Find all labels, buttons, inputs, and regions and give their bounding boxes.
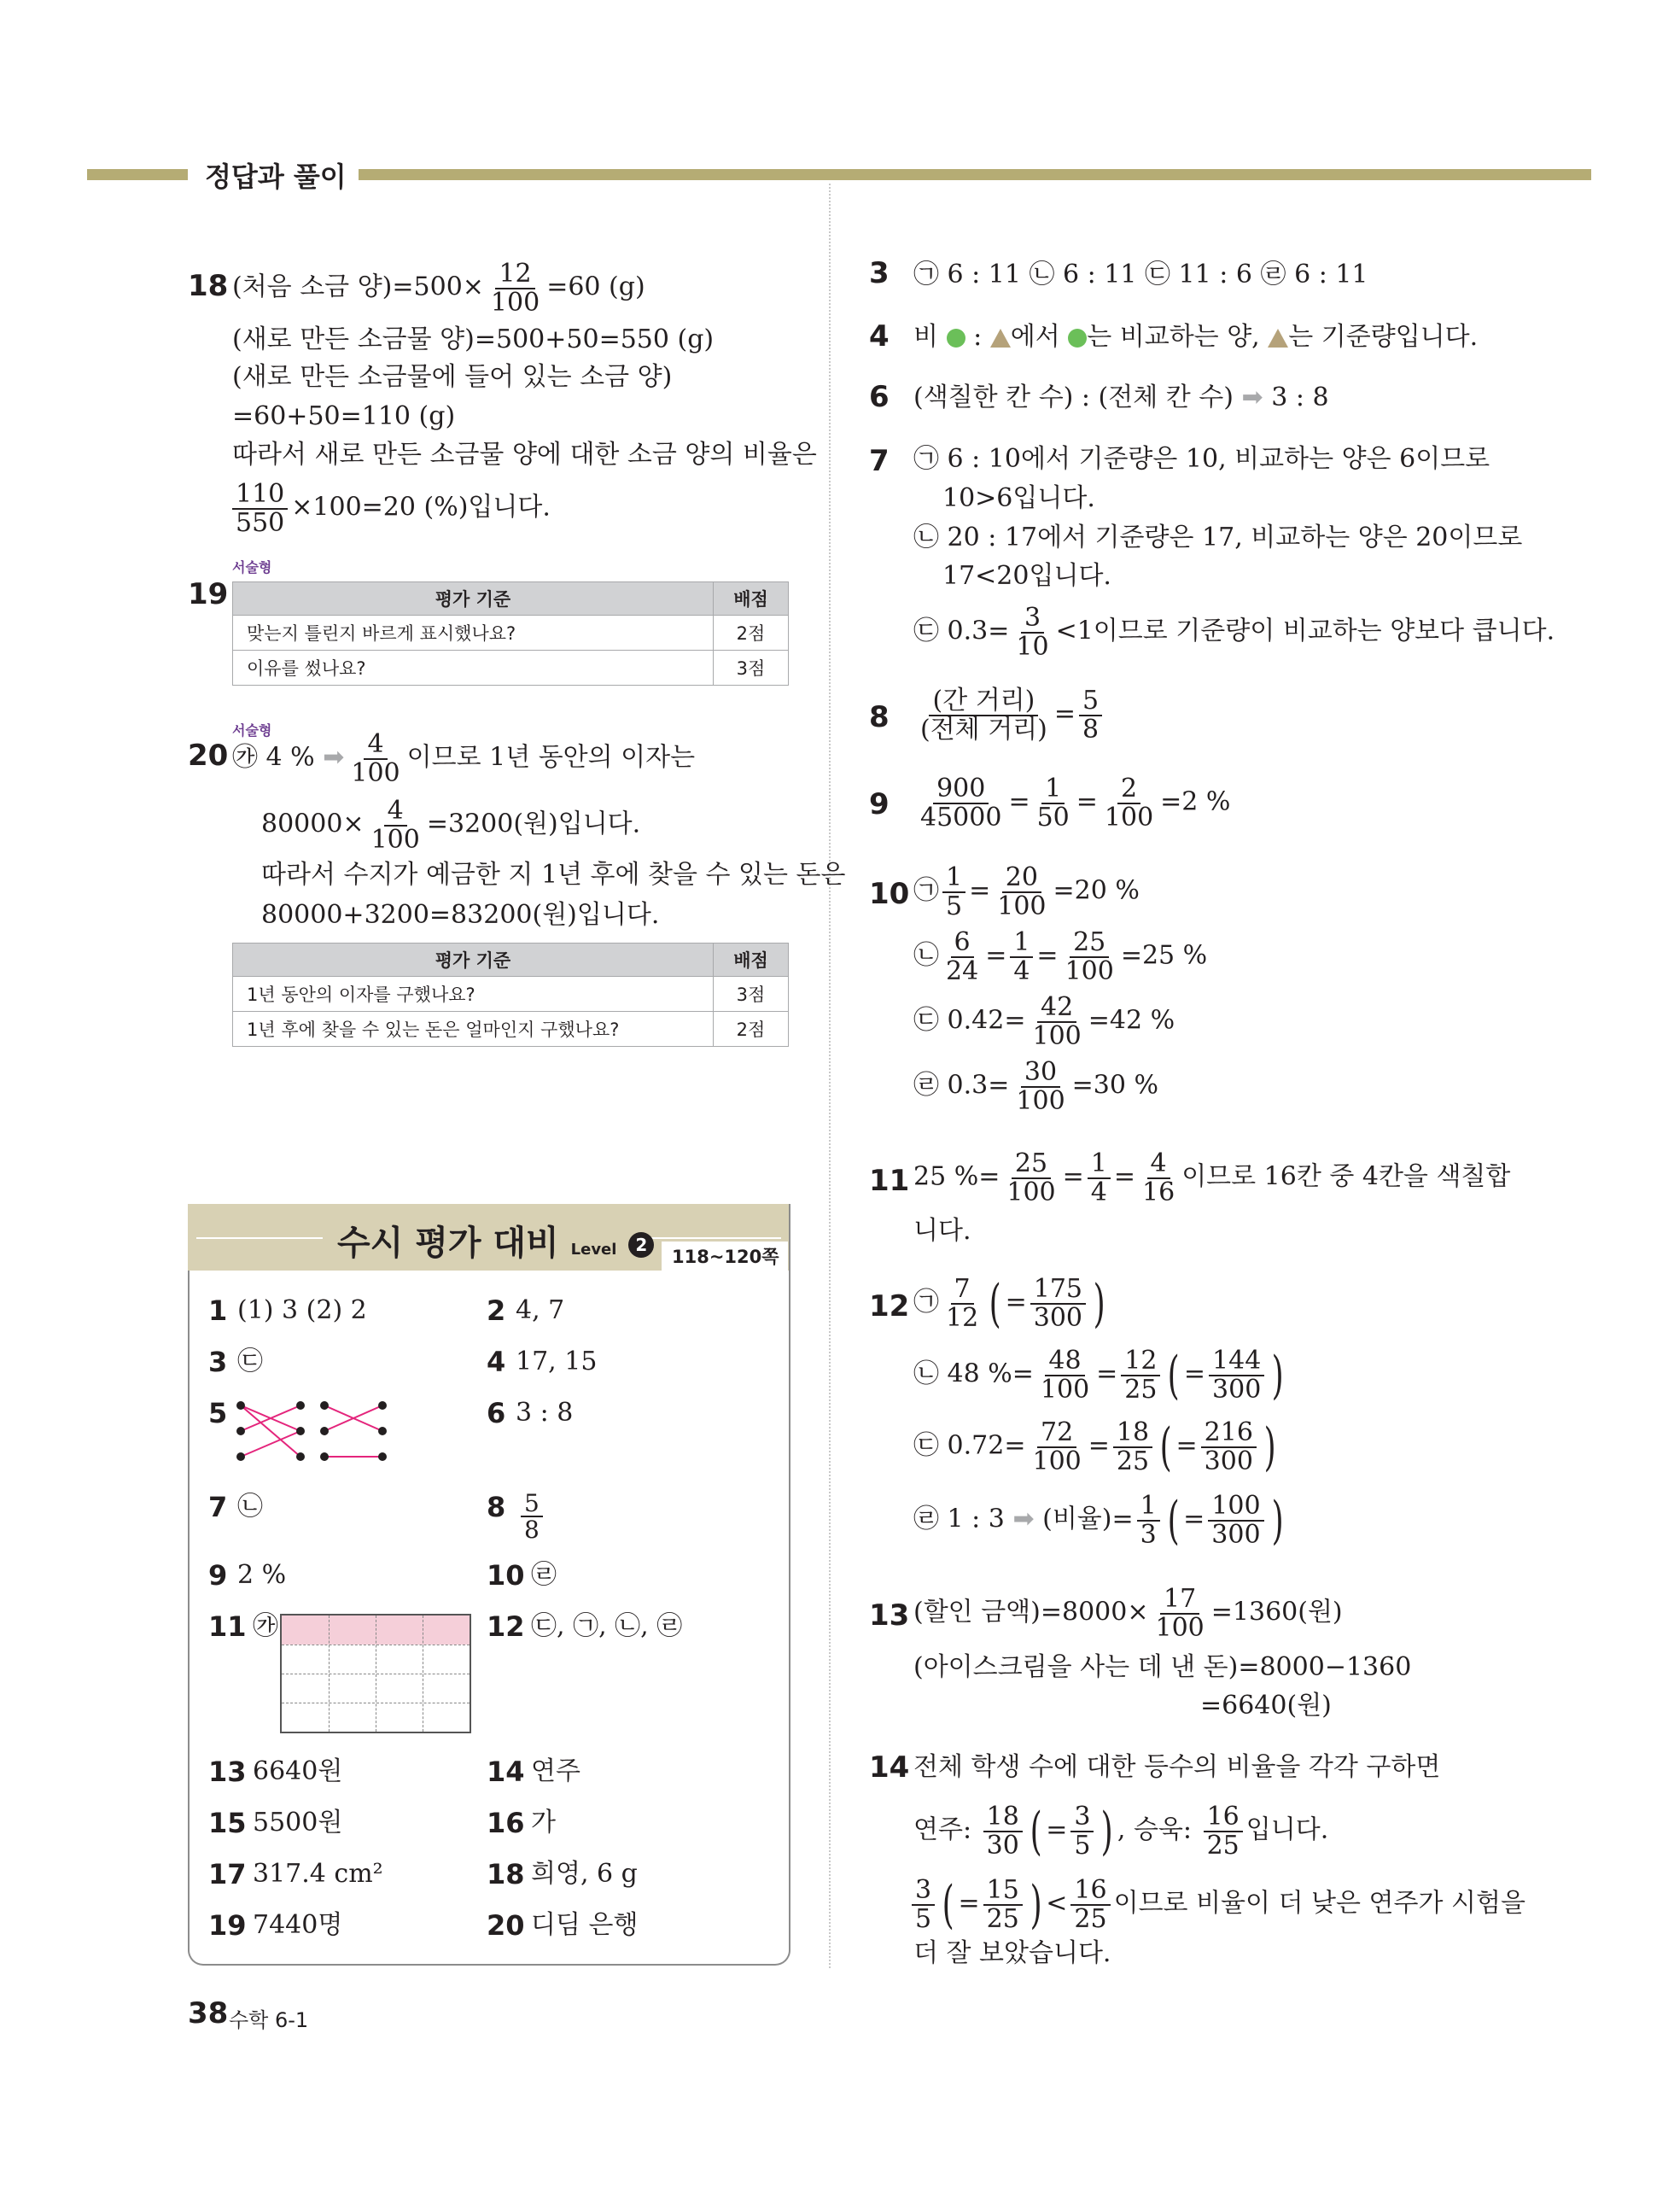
level-item-number: 13	[208, 1756, 247, 1788]
r-q14-line2: 연주: $\frac{18}{30}$ ( = $\frac{3}{5}$ ) , 승욱: $\frac{16}{25}$ 입니다.	[913, 1801, 1329, 1861]
r-q12-d: ㉣ 1 : 3 ➡ (비율)= $\frac{1}{3}$ ( = $\frac{100}{300}$ )	[913, 1490, 1284, 1551]
item5-matching-diagram	[230, 1392, 401, 1469]
r-q10-number: 10	[869, 877, 910, 911]
level-item-number: 14	[487, 1756, 525, 1788]
r-q12-c: ㉢ 0.72= $\frac{72}{100}$ = $\frac{18}{25}$ ( = $\frac{216}{300}$ )	[913, 1417, 1276, 1477]
triangle-icon	[1268, 329, 1288, 348]
r-q14-line1: 전체 학생 수에 대한 등수의 비율을 각각 구하면	[913, 1752, 1441, 1782]
r-q11-number: 11	[869, 1164, 910, 1198]
level-item-number: 16	[487, 1807, 525, 1839]
q20-number: 20	[188, 739, 229, 773]
q18-line1: (처음 소금 양)=500× $\frac{12}{100}$ =60 (g)	[232, 259, 645, 318]
score-cell: 2점	[714, 1012, 789, 1047]
r-q12-number: 12	[869, 1289, 910, 1323]
score-cell: 3점	[714, 651, 789, 686]
level-item-answer: 4, 7	[516, 1295, 565, 1325]
level-item-number: 6	[487, 1397, 506, 1429]
q19-number: 19	[188, 577, 229, 611]
item8-fraction: $\frac{5}{8}$	[517, 1491, 546, 1543]
r-q10-a: ㉠ $\frac{1}{5}$ = $\frac{20}{100}$ =20 %	[913, 862, 1140, 921]
level-item-number: 5	[208, 1397, 228, 1429]
r-q14-line3: $\frac{3}{5}$ ( = $\frac{15}{25}$ ) < $\frac{16}{25}$ 이므로 비율이 더 낮은 연주가 시험을	[908, 1877, 1525, 1932]
q20-line1: ㉮ 4 % ➡ $\frac{4}{100}$ 이므로 1년 동안의 이자는	[232, 729, 696, 788]
q18-line4: =60+50=110 (g)	[232, 401, 456, 431]
score-cell: 3점	[714, 977, 789, 1012]
level-item-number: 7	[208, 1491, 228, 1523]
r-q8-number: 8	[869, 700, 890, 734]
level-item-answer: 317.4 cm²	[253, 1859, 383, 1889]
criteria-cell: 1년 후에 찾을 수 있는 돈은 얼마인지 구했나요?	[233, 1012, 714, 1047]
table-row	[233, 1012, 789, 1047]
arrow-icon: ➡	[1241, 383, 1263, 412]
r-q4-number: 4	[869, 319, 890, 353]
r-q12-a: ㉠ $\frac{7}{12}$ ( = $\frac{175}{300}$ )	[913, 1273, 1105, 1334]
criteria-cell: 1년 동안의 이자를 구했나요?	[233, 977, 714, 1012]
r-q6-number: 6	[869, 380, 890, 414]
level-item-answer: 가	[531, 1808, 556, 1838]
q20-line3: 따라서 수지가 예금한 지 1년 후에 찾을 수 있는 돈은	[261, 860, 846, 890]
level-box-title: 수시 평가 대비 Level 2	[337, 1216, 654, 1265]
q19-tag: 서술형	[232, 559, 272, 576]
level-item-answer: ㉢, ㉠, ㉡, ㉣	[531, 1611, 683, 1641]
arrow-icon: ➡	[323, 742, 345, 773]
q18-line2: (새로 만든 소금물 양)=500+50=550 (g)	[232, 324, 715, 354]
level-item-number: 12	[487, 1610, 525, 1643]
r-q13-number: 13	[869, 1598, 910, 1633]
r-q3-text: ㉠ 6 : 11 ㉡ 6 : 11 ㉢ 11 : 6 ㉣ 6 : 11	[913, 260, 1368, 289]
q20-line2: 80000× $\frac{4}{100}$ =3200(원)입니다.	[261, 796, 641, 855]
level-item-number: 9	[208, 1559, 228, 1592]
level-item-answer: ㉢	[237, 1347, 263, 1376]
criteria-cell: 맞는지 틀린지 바르게 표시했나요?	[233, 616, 714, 651]
score-cell: 2점	[714, 616, 789, 651]
arrow-icon: ➡	[1012, 1504, 1035, 1534]
match-line	[241, 1405, 300, 1457]
q20-line4: 80000+3200=83200(원)입니다.	[261, 900, 660, 930]
level-item-number: 10	[487, 1559, 525, 1592]
page-number: 38	[188, 1996, 229, 2030]
page-header-title: 정답과 풀이	[205, 161, 347, 193]
match-line	[241, 1431, 300, 1457]
r-q8-text: $\frac{\text{(간 거리)}}{\text{(전체 거리)}}$ = $\frac{5}{8}$	[913, 687, 1105, 743]
r-q10-c: ㉢ 0.42= $\frac{42}{100}$ =42 %	[913, 992, 1175, 1051]
r-q12-b: ㉡ 48 %= $\frac{48}{100}$ = $\frac{12}{25}$ ( = $\frac{144}{300}$ )	[913, 1345, 1285, 1405]
level-item-answer: 연주	[531, 1756, 580, 1786]
header-bar-right	[359, 169, 1591, 180]
q18-line3: (새로 만든 소금물에 들어 있는 소금 양)	[232, 362, 673, 392]
q18-number: 18	[188, 269, 229, 303]
r-q7-line3: ㉡ 20 : 17에서 기준량은 17, 비교하는 양은 20이므로	[913, 523, 1523, 552]
table-row	[233, 651, 789, 686]
level-item-answer: 5500원	[253, 1808, 343, 1838]
r-q6-text: (색칠한 칸 수) : (전체 칸 수) ➡ 3 : 8	[913, 383, 1329, 412]
level-item-answer: 7440명	[253, 1910, 343, 1940]
r-q13-line1: (할인 금액)=8000× $\frac{17}{100}$ =1360(원)	[913, 1584, 1343, 1643]
level-item-number: 19	[208, 1909, 247, 1942]
r-q4-text: 비 : 에서 는 비교하는 양, 는 기준량입니다.	[913, 322, 1479, 352]
column-divider	[829, 184, 831, 1968]
triangle-icon	[990, 329, 1011, 348]
level-item-number: 11	[208, 1610, 247, 1643]
q19-head-criteria: 평가 기준	[233, 582, 714, 616]
q19-head-score: 배점	[714, 582, 789, 616]
r-q3-number: 3	[869, 256, 890, 290]
level-item-number: 15	[208, 1807, 247, 1839]
r-q7-line4: 17<20입니다.	[942, 561, 1111, 591]
level-item-answer: (1) 3 (2) 2	[237, 1295, 367, 1325]
r-q14-number: 14	[869, 1750, 910, 1785]
green-circle-icon	[1068, 329, 1087, 348]
level-item-answer: 17, 15	[516, 1347, 598, 1376]
r-q11-line2: 니다.	[913, 1216, 971, 1246]
q20-tag: 서술형	[232, 722, 272, 739]
q18-line5: 따라서 새로 만든 소금물 양에 대한 소금 양의 비율은	[232, 440, 817, 470]
q20-head-score: 배점	[714, 944, 789, 977]
level-item-number: 2	[487, 1294, 506, 1327]
r-q7-line2: 10>6입니다.	[942, 483, 1095, 513]
level-item-number: 3	[208, 1346, 228, 1378]
level-item-answer: ㉡	[237, 1492, 263, 1522]
r-q11-line1: 25 %= $\frac{25}{100}$ = $\frac{1}{4}$ = $\frac{4}{16}$ 이므로 16칸 중 4칸을 색칠합	[913, 1148, 1511, 1207]
q20-criteria-table	[232, 943, 789, 1047]
q20-head-criteria: 평가 기준	[233, 944, 714, 977]
q18-line6: $\frac{110}{550}$ ×100=20 (%)입니다.	[229, 481, 551, 536]
r-q13-line3: =6640(원)	[1200, 1691, 1332, 1721]
book-title: 수학 6-1	[229, 2008, 309, 2032]
level-item-answer: ㉣	[531, 1560, 557, 1590]
header-bar-left	[87, 169, 188, 180]
table-row	[233, 977, 789, 1012]
level-item-number: 4	[487, 1346, 506, 1378]
level-box-pages: 118~120쪽	[672, 1247, 779, 1267]
level-item-number: 8	[487, 1491, 506, 1523]
level-number-badge: 2	[628, 1232, 654, 1258]
green-circle-icon	[947, 329, 965, 348]
r-q7-number: 7	[869, 444, 890, 478]
r-q10-b: ㉡ $\frac{6}{24}$ = $\frac{1}{4}$ = $\frac{25}{100}$ =25 %	[913, 927, 1208, 986]
level-item-answer: 6640원	[253, 1756, 343, 1786]
r-q14-line4: 더 잘 보았습니다.	[913, 1938, 1111, 1968]
level-item-number: 18	[487, 1858, 525, 1890]
r-q13-line2: (아이스크림을 사는 데 낸 돈)=8000−1360	[913, 1652, 1412, 1682]
r-q9-number: 9	[869, 787, 890, 821]
level-item-number: 1	[208, 1294, 228, 1327]
level-item-answer: 디딤 은행	[531, 1910, 639, 1940]
table-row	[233, 616, 789, 651]
level-item-answer: 희영, 6 g	[531, 1859, 638, 1889]
level-item-answer: ㉮	[253, 1611, 278, 1641]
item11-grid	[280, 1614, 471, 1733]
level-item-number: 20	[487, 1909, 525, 1942]
r-q7-line5: ㉢ 0.3= $\frac{3}{10}$ <1이므로 기준량이 비교하는 양보다 큽니다.	[913, 603, 1555, 662]
level-item-number: 17	[208, 1858, 247, 1890]
criteria-cell: 이유를 썼나요?	[233, 651, 714, 686]
r-q9-text: $\frac{900}{45000}$ = $\frac{1}{50}$ = $\frac{2}{100}$ =2 %	[920, 774, 1231, 833]
level-item-answer: 2 %	[237, 1560, 287, 1590]
r-q7-line1: ㉠ 6 : 10에서 기준량은 10, 비교하는 양은 6이므로	[913, 444, 1490, 474]
level-item-answer: 3 : 8	[516, 1398, 574, 1428]
r-q10-d: ㉣ 0.3= $\frac{30}{100}$ =30 %	[913, 1057, 1159, 1116]
q19-criteria-table	[232, 581, 789, 686]
